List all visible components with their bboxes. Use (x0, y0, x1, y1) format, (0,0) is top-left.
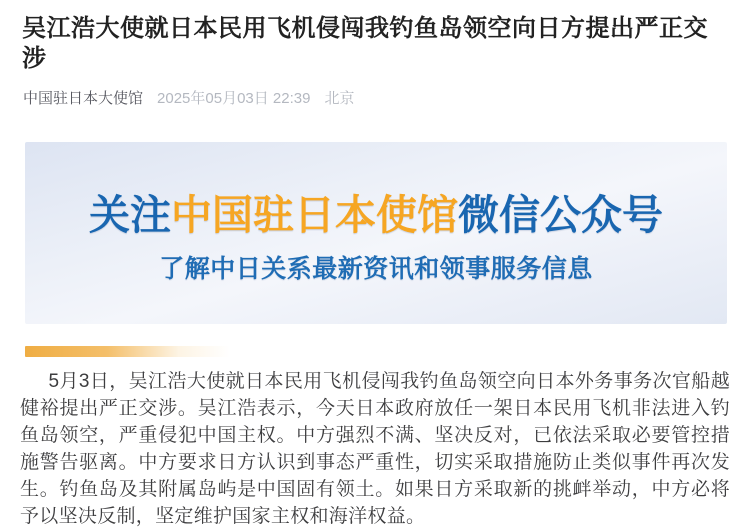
article-body-paragraph: 5月3日，吴江浩大使就日本民用飞机侵闯我钓鱼岛领空向日本外务事务次官船越健裕提出严正交涉。吴江浩表示，今天日本政府放任一架日本民用飞机非法进入钓鱼岛领空，严重侵犯中国主权。中方强烈不满、坚决反对，已依法采取必要管控措施警告驱离。中方要求日方认识到事态严重性，切实采取措施防止类似事件再次发生。钓鱼岛及其附属岛屿是中国固有领土。如果日方采取新的挑衅举动，中方必将予以坚决反制，坚定维护国家主权和海洋权益。 (20, 371, 730, 527)
article-title: 吴江浩大使就日本民用飞机侵闯我钓鱼岛领空向日方提出严正交涉 (22, 15, 708, 72)
article-location: 北京 (324, 90, 355, 107)
banner-subtitle: 了解中日关系最新资讯和领事服务信息 (159, 255, 593, 283)
wechat-promo-banner[interactable] (25, 142, 727, 324)
banner-headline-account-name: 中国驻日本使馆 (171, 192, 458, 238)
banner-headline (89, 192, 663, 238)
article-meta (23, 87, 730, 108)
banner-headline-suffix: 微信公众号 (458, 192, 663, 238)
orange-gradient-divider (25, 346, 230, 357)
article-source[interactable]: 中国驻日本大使馆 (23, 90, 144, 107)
article-datetime: 2025年05月03日 22:39 (157, 90, 311, 107)
banner-headline-prefix: 关注 (89, 192, 171, 238)
